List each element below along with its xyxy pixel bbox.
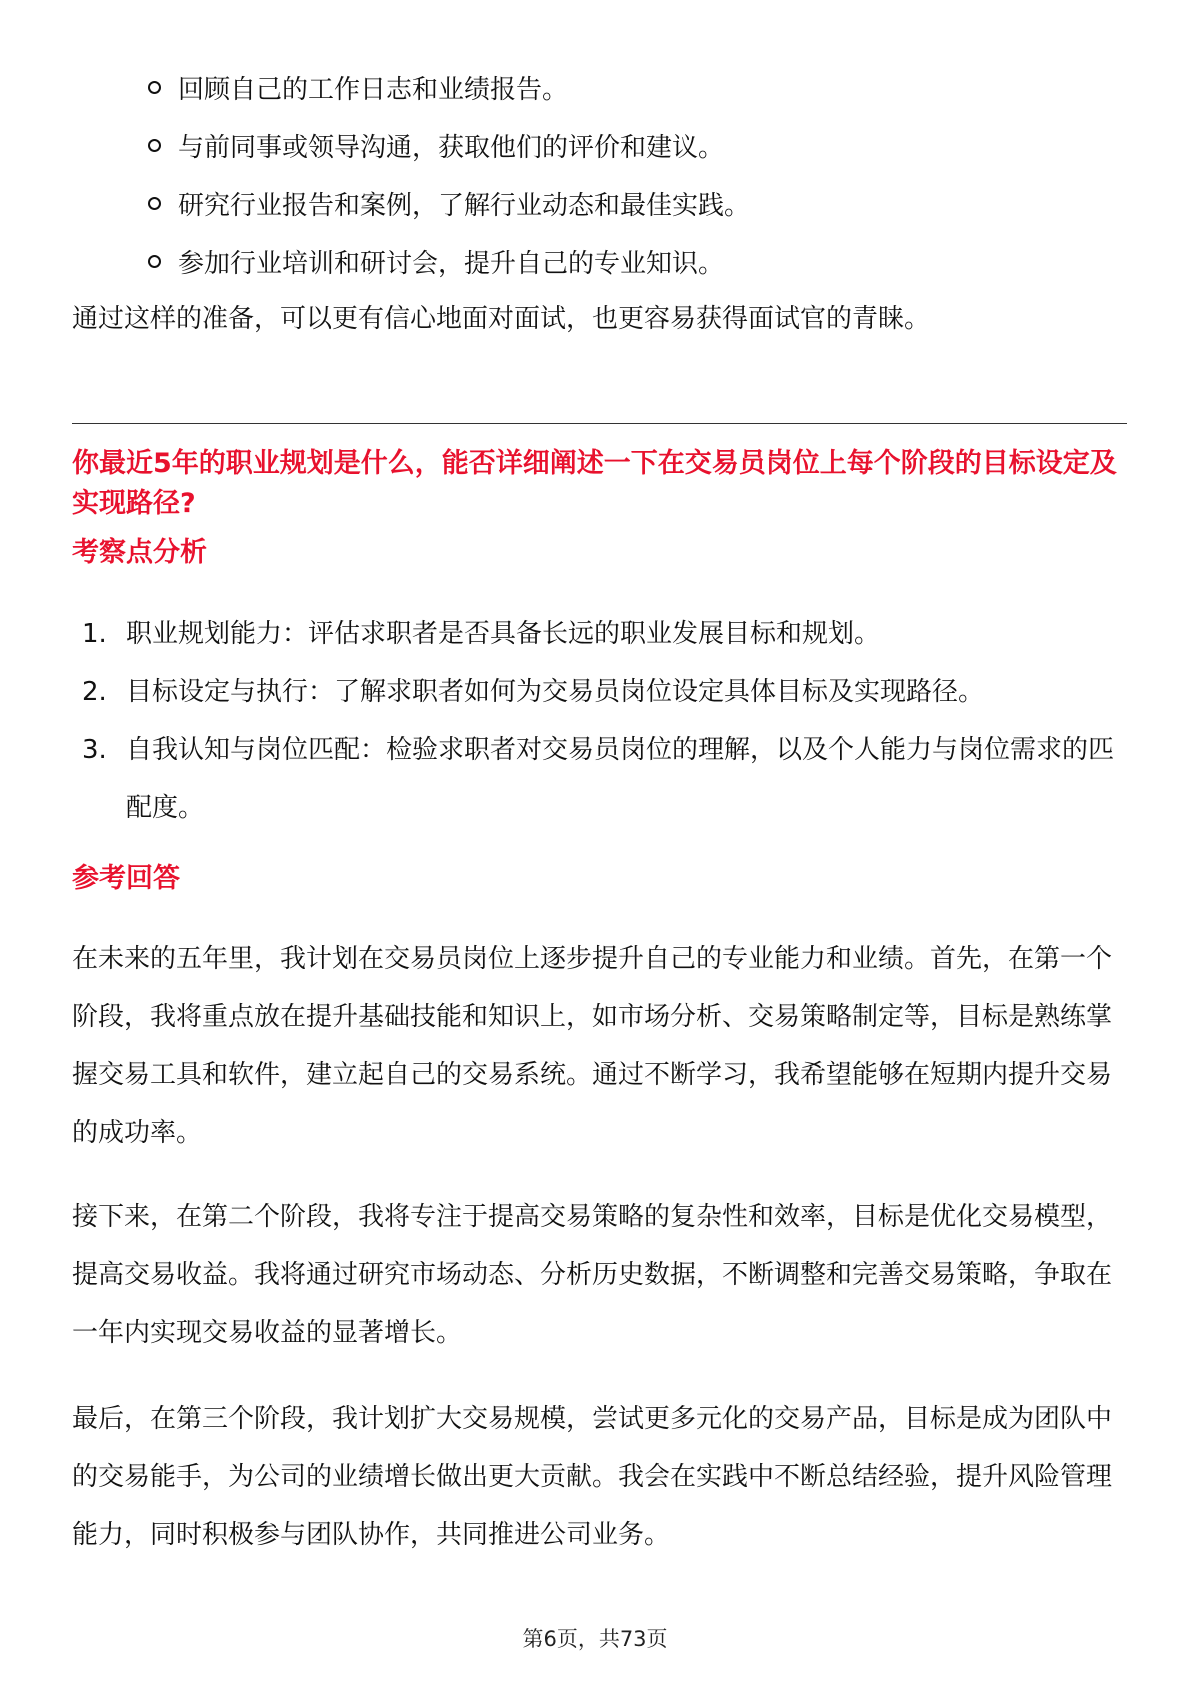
item-number: 2. [82, 677, 107, 707]
analysis-list [82, 605, 1132, 837]
page-footer: 第6页，共73页 [522, 1627, 668, 1651]
analysis-item [82, 663, 1132, 721]
list-item [148, 232, 1128, 290]
list-item [148, 58, 1128, 116]
analysis-item [82, 721, 1132, 837]
answer-title: 参考回答 [72, 863, 180, 894]
bullet-list [148, 58, 1128, 290]
bullet-circle-icon [148, 139, 161, 152]
item-number: 1. [82, 619, 107, 649]
section-divider [72, 423, 1127, 424]
list-item [148, 116, 1128, 174]
answer-paragraph: 接下来，在第二个阶段，我将专注于提高交易策略的复杂性和效率，目标是优化交易模型，提高交易收益。我将通过研究市场动态、分析历史数据，不断调整和完善交易策略，争取在一年内实现交易收益的显著增长。 [72, 1202, 1113, 1348]
item-text: 职业规划能力：评估求职者是否具备长远的职业发展目标和规划。 [126, 619, 881, 649]
bullet-circle-icon [148, 255, 161, 268]
answer-paragraph: 在未来的五年里，我计划在交易员岗位上逐步提升自己的专业能力和业绩。首先，在第一个阶段，我将重点放在提升基础技能和知识上，如市场分析、交易策略制定等，目标是熟练掌握交易工具和软件，建立起自己的交易系统。通过不断学习，我希望能够在短期内提升交易的成功率。 [72, 944, 1113, 1148]
list-item-text: 与前同事或领导沟通，获取他们的评价和建议。 [178, 132, 725, 163]
item-text: 目标设定与执行：了解求职者如何为交易员岗位设定具体目标及实现路径。 [126, 677, 985, 707]
list-item-text: 研究行业报告和案例，了解行业动态和最佳实践。 [178, 190, 751, 221]
analysis-title: 考察点分析 [72, 537, 207, 568]
analysis-item [82, 605, 1132, 663]
item-text: 自我认知与岗位匹配：检验求职者对交易员岗位的理解，以及个人能力与岗位需求的匹配度。 [126, 735, 1115, 823]
bullet-circle-icon [148, 81, 161, 94]
bullet-circle-icon [148, 197, 161, 210]
list-item-text: 回顾自己的工作日志和业绩报告。 [178, 74, 569, 105]
closing-paragraph: 通过这样的准备，可以更有信心地面对面试，也更容易获得面试官的青睐。 [72, 304, 931, 334]
answer-paragraph: 最后，在第三个阶段，我计划扩大交易规模，尝试更多元化的交易产品，目标是成为团队中的交易能手，为公司的业绩增长做出更大贡献。我会在实践中不断总结经验，提升风险管理能力，同时积极参与团队协作，共同推进公司业务。 [72, 1404, 1113, 1550]
list-item [148, 174, 1128, 232]
question-heading: 你最近5年的职业规划是什么，能否详细阐述一下在交易员岗位上每个阶段的目标设定及实现路径? [72, 448, 1117, 519]
list-item-text: 参加行业培训和研讨会，提升自己的专业知识。 [178, 248, 725, 279]
item-number: 3. [82, 735, 107, 765]
